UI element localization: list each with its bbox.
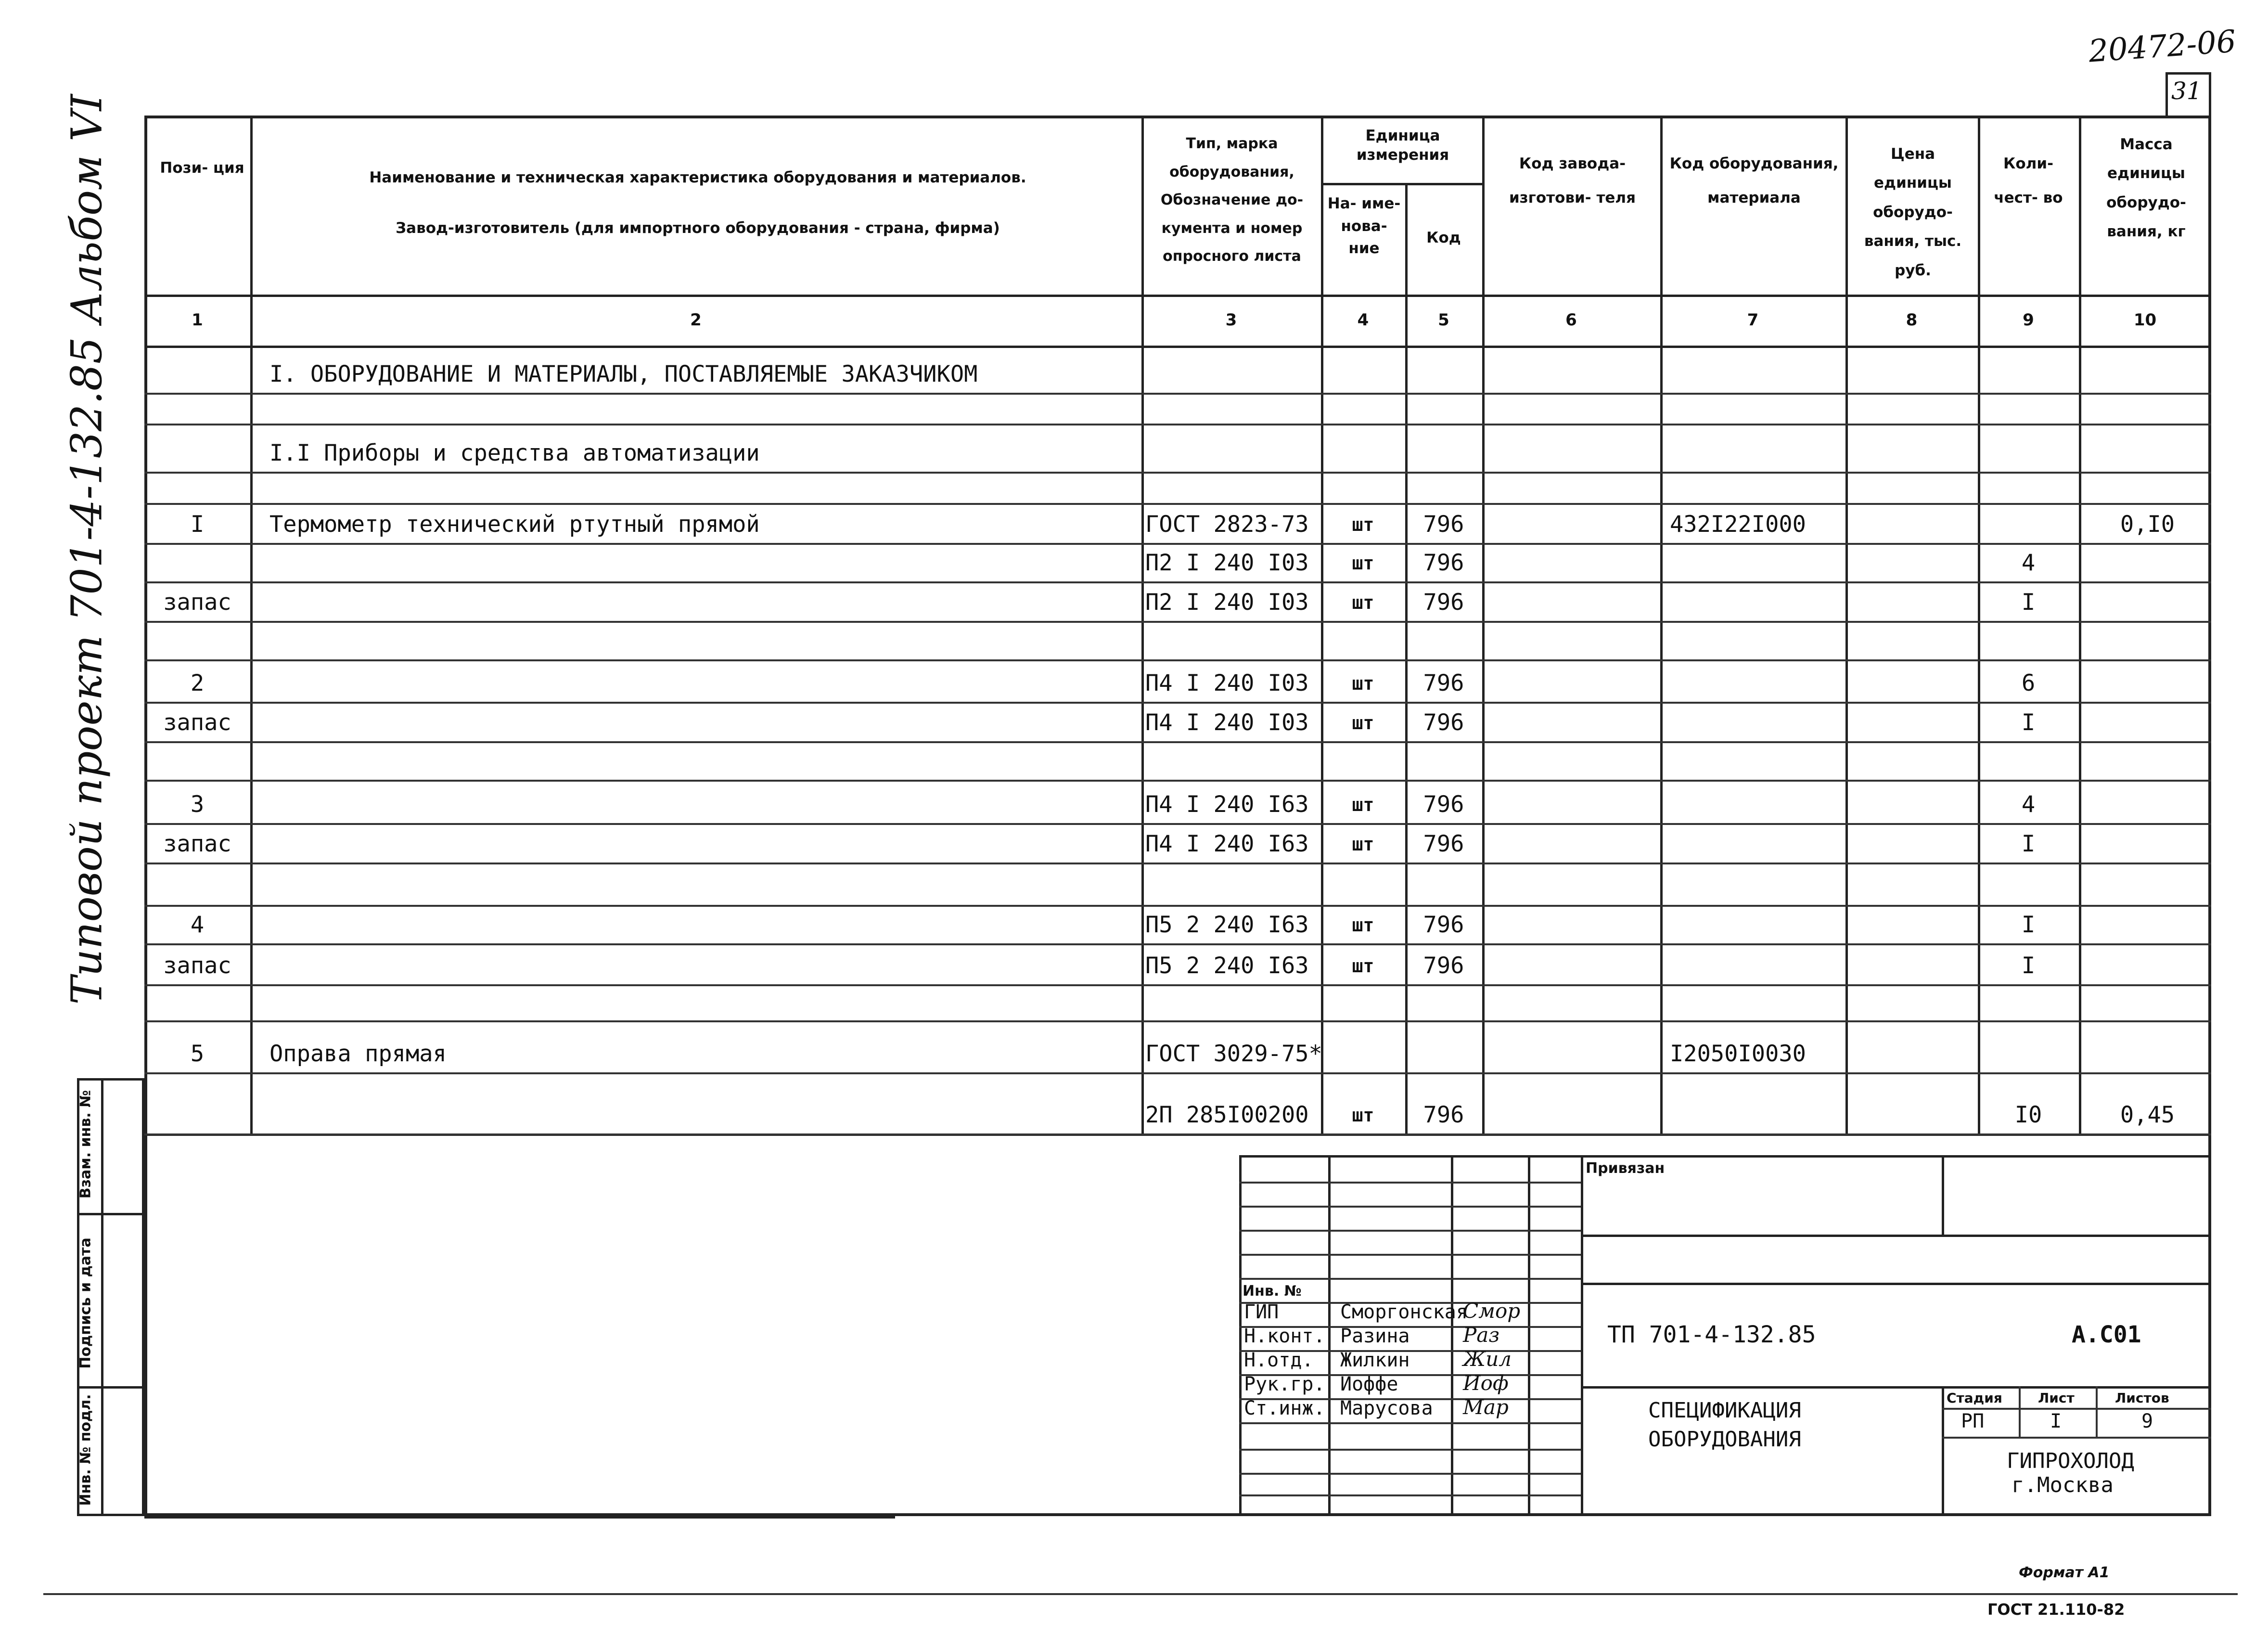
col-header-unit-name: На- име- нова- ние xyxy=(1327,195,1401,257)
organization-city: г.Москва xyxy=(2012,1473,2114,1497)
cell-quantity: 6 xyxy=(2021,670,2036,696)
cell-unit: шт xyxy=(1352,514,1374,535)
sheet-label: Лист xyxy=(2038,1390,2075,1406)
stage-value: РП xyxy=(1961,1410,1985,1432)
sheet-code: А.С01 xyxy=(2072,1321,2141,1348)
cell-position: 3 xyxy=(190,791,205,818)
cell-quantity: I xyxy=(2021,831,2036,857)
col-header-manufacturer: Завод-изготовитель (для импортного оборудования - страна, фирма) xyxy=(396,219,1000,237)
cell-type: П5 2 240 I63 xyxy=(1145,953,1309,979)
cell-quantity: I xyxy=(2021,912,2036,938)
cell-type: 2П 285I00200 xyxy=(1145,1102,1309,1128)
cell-type: П4 I 240 I03 xyxy=(1145,670,1309,696)
signature-name: Жилкин xyxy=(1340,1349,1410,1371)
col-header-unit-price: Цена единицы оборудо- вания, тыс. руб. xyxy=(1864,145,1962,279)
col-number-1: 1 xyxy=(192,310,203,330)
table-row xyxy=(144,863,2211,905)
cell-mass: 0,I0 xyxy=(2120,511,2175,538)
stamp-replaced-inv: Взам. инв. № xyxy=(77,1090,94,1199)
col-number-2: 2 xyxy=(690,310,702,330)
cell-name: Оправа прямая xyxy=(269,1041,447,1067)
organization-name: ГИПРОХОЛОД xyxy=(2007,1449,2134,1473)
cell-unit: шт xyxy=(1352,673,1374,694)
col-number-5: 5 xyxy=(1438,310,1449,330)
handwritten-signature: Иоф xyxy=(1463,1371,1509,1395)
doc-title-line1: СПЕЦИФИКАЦИЯ xyxy=(1648,1398,1801,1423)
col-header-factory-code: Код завода- изготови- теля xyxy=(1509,155,1636,207)
signature-role: Рук.гр. xyxy=(1244,1373,1325,1395)
cell-unit: шт xyxy=(1352,553,1374,574)
signature-role: ГИП xyxy=(1244,1301,1279,1323)
signature-role: Н.отд. xyxy=(1244,1349,1314,1371)
cell-unit: шт xyxy=(1352,914,1374,936)
cell-position: запас xyxy=(163,589,231,616)
cell-type: П2 I 240 I03 xyxy=(1145,550,1309,576)
cell-quantity: I xyxy=(2021,709,2036,736)
col-header-type: Тип, марка оборудования, Обозначение до- кумента и номер опросного листа xyxy=(1160,135,1304,265)
handwritten-signature: Смор xyxy=(1463,1299,1521,1323)
handwritten-signature: Раз xyxy=(1463,1323,1500,1347)
cell-name: I. ОБОРУДОВАНИЕ И МАТЕРИАЛЫ, ПОСТАВЛЯЕМЫЕ ЗАКАЗЧИКОМ xyxy=(269,361,978,387)
cell-position: запас xyxy=(163,831,231,857)
col-number-6: 6 xyxy=(1565,310,1577,330)
cell-unit-code: 796 xyxy=(1423,791,1464,818)
inv-no-label: Инв. № xyxy=(1243,1283,1302,1300)
cell-unit: шт xyxy=(1352,712,1374,734)
cell-type: П4 I 240 I63 xyxy=(1145,831,1309,857)
cell-position: I xyxy=(190,511,205,538)
cell-quantity: 4 xyxy=(2021,791,2036,818)
cell-quantity: I xyxy=(2021,953,2036,979)
cell-mass: 0,45 xyxy=(2120,1102,2175,1128)
cell-equipment-code: I2050I0030 xyxy=(1670,1041,1806,1067)
cell-position: 2 xyxy=(190,670,205,696)
archive-number: 20472-06 xyxy=(2087,24,2237,70)
col-number-3: 3 xyxy=(1225,310,1237,330)
cell-name: I.I Приборы и средства автоматизации xyxy=(269,440,760,466)
cell-type: ГОСТ 2823-73 xyxy=(1145,511,1309,538)
table-row xyxy=(144,472,2211,503)
cell-type: П4 I 240 I63 xyxy=(1145,791,1309,818)
side-album-label: Типовой проект 701-4-132.85 Альбом VI xyxy=(62,94,112,1005)
cell-type: П5 2 240 I63 xyxy=(1145,912,1309,938)
cell-position: 5 xyxy=(190,1041,205,1067)
stamp-signature-date: Подпись и дата xyxy=(77,1237,94,1369)
signature-name: Сморгонская xyxy=(1340,1301,1468,1323)
cell-unit-code: 796 xyxy=(1423,953,1464,979)
cell-name: Термометр технический ртутный прямой xyxy=(269,511,760,538)
cell-unit: шт xyxy=(1352,955,1374,977)
cell-position: запас xyxy=(163,709,231,736)
signature-role: Ст.инж. xyxy=(1244,1397,1325,1419)
cell-unit-code: 796 xyxy=(1423,670,1464,696)
stamp-inv-no: Инв. № подл. xyxy=(77,1394,94,1506)
cell-quantity: 4 xyxy=(2021,550,2036,576)
table-row xyxy=(144,984,2211,1020)
col-header-unit-code: Код xyxy=(1426,229,1461,246)
cell-unit: шт xyxy=(1352,592,1374,613)
cell-unit-code: 796 xyxy=(1423,589,1464,616)
stage-label: Стадия xyxy=(1947,1390,2002,1406)
gost-note: ГОСТ 21.110-82 xyxy=(1987,1600,2125,1619)
cell-unit-code: 796 xyxy=(1423,550,1464,576)
cell-type: ГОСТ 3029-75* xyxy=(1145,1041,1322,1067)
cell-position: 4 xyxy=(190,912,205,938)
cell-equipment-code: 432I22I000 xyxy=(1670,511,1806,538)
table-row xyxy=(144,741,2211,780)
cell-type: П4 I 240 I03 xyxy=(1145,709,1309,736)
col-number-10: 10 xyxy=(2133,310,2157,330)
signature-role: Н.конт. xyxy=(1244,1325,1325,1347)
privyazan-label: Привязан xyxy=(1586,1160,1665,1177)
col-header-position: Пози- ция xyxy=(160,159,244,177)
cell-type: П2 I 240 I03 xyxy=(1145,589,1309,616)
sheet-value: I xyxy=(2050,1410,2062,1432)
sheets-value: 9 xyxy=(2141,1410,2153,1432)
cell-unit-code: 796 xyxy=(1423,511,1464,538)
signature-name: Марусова xyxy=(1340,1397,1433,1419)
cell-quantity: I xyxy=(2021,589,2036,616)
cell-unit-code: 796 xyxy=(1423,912,1464,938)
table-row xyxy=(144,621,2211,659)
signature-name: Иоффе xyxy=(1340,1373,1398,1395)
col-number-9: 9 xyxy=(2023,310,2034,330)
signature-name: Разина xyxy=(1340,1325,1410,1347)
col-header-unit-group: Единица измерения xyxy=(1356,127,1449,164)
sheet-number: 31 xyxy=(2171,77,2202,105)
cell-quantity: I0 xyxy=(2014,1102,2042,1128)
sheets-label: Листов xyxy=(2115,1390,2169,1406)
bottom-edge-line xyxy=(43,1593,2238,1595)
project-code: ТП 701-4-132.85 xyxy=(1607,1321,1816,1348)
col-number-7: 7 xyxy=(1747,310,1759,330)
col-number-8: 8 xyxy=(1906,310,1918,330)
table-row xyxy=(144,393,2211,424)
cell-unit: шт xyxy=(1352,1105,1374,1126)
col-number-4: 4 xyxy=(1357,310,1369,330)
doc-title-line2: ОБОРУДОВАНИЯ xyxy=(1648,1427,1801,1452)
col-header-mass: Масса единицы оборудо- вания, кг xyxy=(2106,136,2186,241)
col-header-equipment-code: Код оборудования, материала xyxy=(1669,155,1839,207)
cell-unit-code: 796 xyxy=(1423,1102,1464,1128)
handwritten-signature: Мар xyxy=(1463,1395,1509,1419)
col-header-name: Наименование и техническая характеристика оборудования и материалов. xyxy=(369,169,1026,186)
col-header-quantity: Коли- чест- во xyxy=(1994,155,2063,207)
cell-unit: шт xyxy=(1352,834,1374,855)
handwritten-signature: Жил xyxy=(1463,1347,1512,1371)
cell-position: запас xyxy=(163,953,231,979)
cell-unit: шт xyxy=(1352,794,1374,815)
cell-unit-code: 796 xyxy=(1423,709,1464,736)
format-note: Формат А1 xyxy=(2019,1564,2110,1581)
cell-unit-code: 796 xyxy=(1423,831,1464,857)
